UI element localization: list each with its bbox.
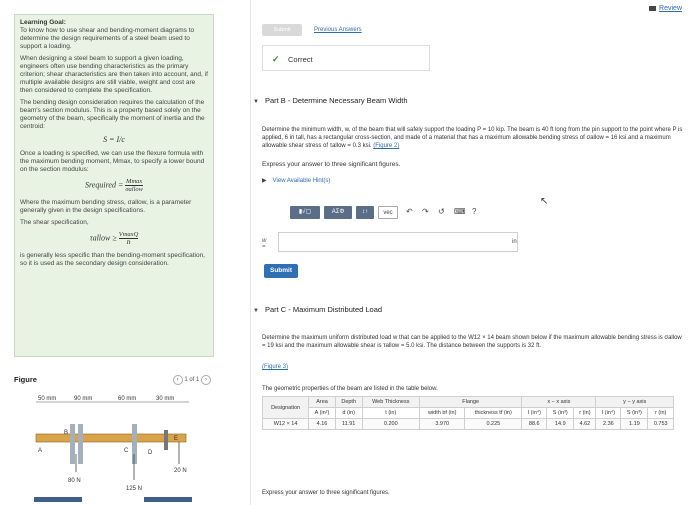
answer-input[interactable] <box>278 232 518 252</box>
th-designation: Designation <box>263 397 309 419</box>
th-web: Web Thickness <box>362 397 420 408</box>
top-actions <box>262 24 302 36</box>
goal-heading: Learning Goal: <box>20 19 66 26</box>
part-c-title: Part C - Maximum Distributed Load <box>264 305 383 314</box>
figure-next-strip <box>34 497 82 502</box>
post-b <box>70 424 75 464</box>
para-3: Once a loading is specified, we can use the flexure formula with the maximum bending moment, Mmax, to specify a lower bound on the section modulus: <box>20 150 205 173</box>
dim-1: 50 mm <box>38 396 57 402</box>
pt-b: B <box>64 430 69 436</box>
review-icon <box>649 6 656 11</box>
figure-3-link[interactable]: (Figure 3) <box>262 364 289 370</box>
dim-3: 60 mm <box>118 396 137 402</box>
part-c-header[interactable] <box>253 305 382 314</box>
th-rx: r (in) <box>574 408 596 419</box>
undo-icon[interactable]: ↶ <box>406 207 413 216</box>
feedback-box <box>262 45 430 71</box>
formula-s-required <box>20 178 208 193</box>
collapse-triangle-c-icon: ▼ <box>253 308 259 314</box>
th-flange: Flange <box>420 397 522 408</box>
th-area: Area <box>309 397 336 408</box>
post-b2 <box>78 424 83 464</box>
cell-flange-thickness: 0.225 <box>465 419 522 430</box>
para-4: Where the maximum bending stress, σallow, is a parameter generally given in the design specifications. <box>20 199 192 214</box>
th-xx: x − x axis <box>522 397 596 408</box>
th-yy: y − y axis <box>596 397 674 408</box>
cell-rx: 4.62 <box>574 419 596 430</box>
post-e <box>164 430 168 450</box>
formula-shear <box>20 231 208 246</box>
formula2-den: σallow <box>125 186 143 193</box>
part-c-problem: Determine the maximum uniform distributed load w that can be applied to the W12 × 14 beam shown below if the maximum allowable bending stress is σallow = 19 ksi and the maximum allowable shear is τallow = 5.0 ksi. The distance between the supports is 32 ft. <box>262 335 682 349</box>
th-depth: Depth <box>335 397 362 408</box>
th-ix: I (in⁴) <box>522 408 547 419</box>
cell-sx: 14.9 <box>547 419 574 430</box>
th-A: A (in²) <box>309 408 336 419</box>
para-6: is generally less specific than the bending-moment specification, so it is used as the secondary design consideration. <box>20 252 205 267</box>
table-row <box>263 419 674 430</box>
th-sy: S (in³) <box>621 408 648 419</box>
cell-designation: W12 × 14 <box>263 419 309 430</box>
dim-4: 30 mm <box>156 396 175 402</box>
hints-label: View Available Hint(s) <box>272 178 331 184</box>
part-b-header[interactable] <box>253 96 408 105</box>
figure-pager-text: 1 of 1 <box>184 377 200 383</box>
mouse-cursor-icon: ↖ <box>540 196 549 207</box>
geometry-table <box>262 396 674 430</box>
review-label: Review <box>659 5 682 12</box>
formula2-lhs: Srequired = <box>84 180 124 190</box>
figure-title: Figure <box>14 375 37 384</box>
column-divider <box>250 0 251 505</box>
top-bar <box>0 0 700 12</box>
cell-sy: 1.19 <box>621 419 648 430</box>
checkmark-icon: ✓ <box>272 54 280 64</box>
th-d: d (in) <box>335 408 362 419</box>
th-ry: r (in) <box>648 408 674 419</box>
para-1: When designing a steel beam to support a given loading, engineers often use bending characteristics as the primary criterion; shear characteristics are then taken into account, and, if multiple available designs are still viable, weight and cost are then considered to complete the specification. <box>20 55 208 94</box>
figure-pager <box>173 375 211 385</box>
geometry-caption: The geometric properties of the beam are listed in the table below. <box>262 386 438 392</box>
redo-icon[interactable]: ↷ <box>422 207 429 216</box>
answer-label: w = <box>262 238 267 250</box>
th-iy: I (in⁴) <box>596 408 621 419</box>
pt-e: E <box>174 436 179 442</box>
math-toolbar <box>290 206 500 220</box>
cell-flange-width: 3.970 <box>420 419 465 430</box>
th-thickness: thickness tf (in) <box>465 408 522 419</box>
para-5: The shear specification, <box>20 219 89 226</box>
cell-web: 0.200 <box>362 419 420 430</box>
submit-button-disabled[interactable]: Submit <box>262 24 302 36</box>
part-c-instructions: Express your answer to three significant figures. <box>262 490 390 496</box>
hints-triangle-icon: ▶ <box>262 178 267 184</box>
beam-figure <box>14 394 214 502</box>
th-t: t (in) <box>362 408 420 419</box>
formula3-den: It <box>126 239 131 246</box>
formula3-lhs: τallow ≥ <box>89 233 117 243</box>
learning-goal-panel <box>14 14 214 357</box>
post-c <box>132 424 137 464</box>
next-figure-icon[interactable]: › <box>201 375 211 385</box>
dim-2: 90 mm <box>74 396 93 402</box>
figure-panel <box>14 370 214 505</box>
figure-next-strip-2 <box>144 497 192 502</box>
load-2: 125 N <box>126 486 143 492</box>
cell-depth: 11.91 <box>335 419 362 430</box>
keyboard-icon[interactable]: ⌨ <box>454 207 466 216</box>
review-link[interactable] <box>649 5 682 12</box>
th-sx: S (in³) <box>547 408 574 419</box>
part-b-instructions: Express your answer to three significant figures. <box>262 161 401 168</box>
vector-button[interactable]: vec <box>378 206 398 219</box>
pt-d: D <box>148 450 153 456</box>
reset-icon[interactable]: ↺ <box>438 207 445 216</box>
load-3: 20 N <box>174 468 187 474</box>
pt-a: A <box>38 448 43 454</box>
th-width: width bf (in) <box>420 408 465 419</box>
templates-button[interactable]: ▮√▢ <box>290 206 320 219</box>
answer-unit: in <box>512 239 517 245</box>
part-b-problem <box>262 126 692 150</box>
formula3-num: VmaxQ <box>118 231 139 238</box>
part-b-title: Part B - Determine Necessary Beam Width <box>264 96 408 105</box>
previous-answers-link[interactable]: Previous Answers <box>314 27 362 33</box>
load-1: 80 N <box>68 478 81 484</box>
formula-section-modulus: S = I/c <box>103 135 125 144</box>
goal-text: To know how to use shear and bending-moment diagrams to determine the design requirements of a steel beam used to support a loading. <box>20 27 195 50</box>
pt-c: C <box>124 448 129 454</box>
beam <box>36 434 186 442</box>
figure-2-link[interactable]: (Figure 2) <box>373 143 400 149</box>
part-b-body: Determine the minimum width, w, of the beam that will safely support the loading P = 10 kip. The beam is 40 ft long from the pin support to the point where P is applied, 6 in tall, has a rectangular cross-section, and made of a material that has a maximum allowable bending stress of σallow = 16 ksi and a maximum allowable shear stress of τallow = 0.3 ksi. <box>262 127 683 149</box>
cell-ry: 0.753 <box>648 419 674 430</box>
help-icon[interactable]: ? <box>472 207 477 216</box>
cell-ix: 88.6 <box>522 419 547 430</box>
cell-area: 4.16 <box>309 419 336 430</box>
cell-iy: 2.36 <box>596 419 621 430</box>
prev-figure-icon[interactable]: ‹ <box>173 375 183 385</box>
hints-link[interactable] <box>262 177 330 184</box>
collapse-triangle-icon: ▼ <box>253 99 259 105</box>
para-2: The bending design consideration requires the calculation of the beam's section modulus. This is a property based solely on the geometry of the beam, specifically the moment of inertia and the centroid: <box>20 99 205 130</box>
subscript-button[interactable]: ↕↑ <box>356 206 374 219</box>
greek-button[interactable]: ΑΣΦ <box>324 206 352 219</box>
formula2-num: Mmax <box>126 178 143 185</box>
feedback-text: Correct <box>288 55 313 64</box>
submit-button[interactable]: Submit <box>264 264 298 278</box>
